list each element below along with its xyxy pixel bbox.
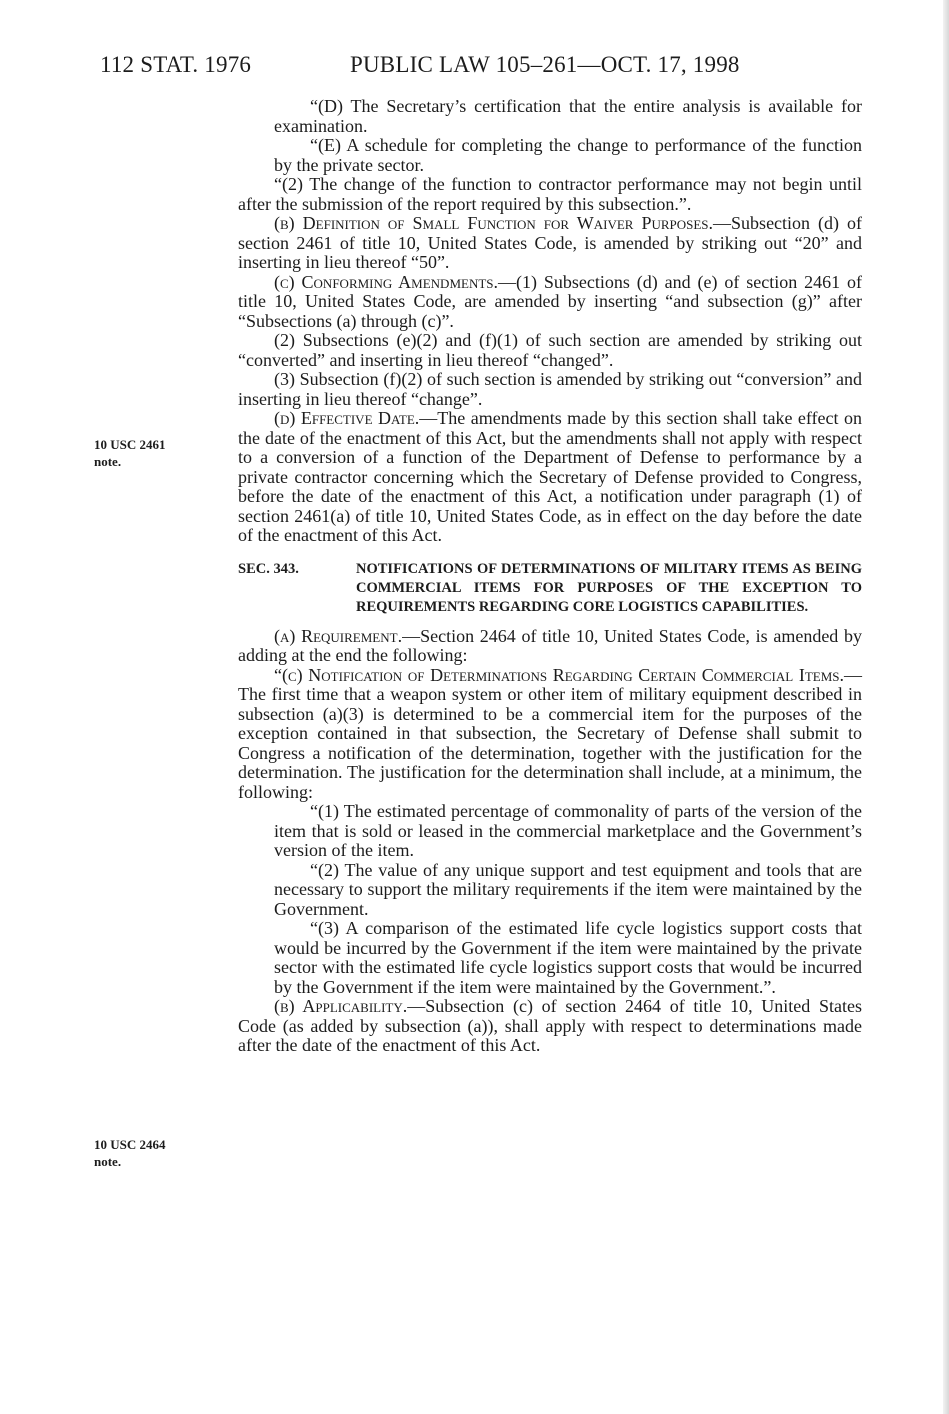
page-edge-shadow [943, 0, 949, 1414]
paragraph-1-estimated: “(1) The estimated percentage of commonality of parts of the version of the item that is sold or leased in the commercial marketplace and the Government’s version of the item. [274, 801, 862, 860]
margin-note-line: note. [94, 454, 122, 469]
paragraph-b-applicability: (b) Applicability.—Subsection (c) of section 2464 of title 10, United States Code (as added by subsection (a)), shall apply with respect to determinations made after the date of the enactment of this Act. [238, 996, 862, 1055]
margin-note-line: note. [94, 1154, 122, 1169]
paragraph-heading: (c) Conforming Amendments. [274, 271, 499, 292]
margin-note-usc-2464 [94, 1136, 214, 1170]
paragraph-b-definition: (b) Definition of Small Function for Waiver Purposes.—Subsection (d) of section 2461 of title 10, United States Code, is amended by striking out “20” and inserting in lieu thereof “50”. [238, 213, 862, 272]
paragraph-text: The amendments made by this section shall take effect on the date of the enactment of this Act, but the amendments shall not apply with respect to a conversion of a function of the Department of Defense to performance by a private contractor concerning which the Secretary of Defense provided to Congress, before the date of the enactment of this Act, a notification under paragraph (1) of section 2461(a) of title 10, United States Code, as in effect on the day before the date of the enactment of this Act. [238, 408, 862, 545]
paragraph-d-certification: “(D) The Secretary’s certification that the entire analysis is available for examination. [274, 96, 862, 136]
paragraph-heading: (b) Applicability. [274, 996, 408, 1016]
paragraph-c3: (3) Subsection (f)(2) of such section is amended by striking out “conversion” and inserting in lieu thereof “change”. [238, 369, 862, 409]
paragraph-e-schedule: “(E) A schedule for completing the change to performance of the function by the private sector. [274, 135, 862, 175]
paragraph-c-conforming: (c) Conforming Amendments.—(1) Subsections (d) and (e) of section 2461 of title 10, United States Code, are amended by inserting “and subsection (g)” after “Subsections (a) through (c)”. [238, 271, 862, 331]
section-heading [238, 560, 862, 617]
paragraph-c2: (2) Subsections (e)(2) and (f)(1) of such section are amended by striking out “converted” and inserting in lieu thereof “changed”. [238, 330, 862, 370]
paragraph-text: (1) Subsections (d) and (e) of section 2461 of title 10, United States Code, are amended by inserting “and subsection (g)” after “Subsections (a) through (c)”. [238, 271, 862, 331]
margin-note-usc-2461 [94, 436, 214, 470]
paragraph-a-requirement: (a) Requirement.—Section 2464 of title 10, United States Code, is amended by adding at the end the following: [238, 625, 863, 665]
section-number: SEC. 343. [238, 560, 299, 577]
paragraph-heading: “(c) Notification of Determinations Regarding Certain Commercial Items. [274, 664, 844, 685]
paragraph-heading: (a) Requirement. [274, 625, 403, 646]
paragraph-3-comparison: “(3) A comparison of the estimated life cycle logistics support costs that would be incurred by the Government if the item were maintained by the private sector with the estimated life cycle logistics support costs that would be incurred by the Government if the item were maintained by the Government.”. [274, 918, 862, 997]
paragraph-text: The first time that a weapon system or other item of military equipment described in subsection (a)(3) is determined to be a commercial item for the purposes of the exception contained in that subsection, the Secretary of Defense shall submit to Congress a notification of the determination, together with the justification for the determination. The justification for the determination shall include, at a minimum, the following: [238, 684, 862, 802]
paragraph-text: Subsection (d) of section 2461 of title 10, United States Code, is amended by striking out “20” and inserting in lieu thereof “50”. [238, 213, 862, 272]
margin-note-line: 10 USC 2461 [94, 437, 166, 452]
paragraph-heading: (d) Effective Date. [274, 408, 420, 428]
paragraph-c-notification: “(c) Notification of Determinations Regarding Certain Commercial Items.—The first time that a weapon system or other item of military equipment described in subsection (a)(3) is determined to be a commercial item for the purposes of the exception contained in that subsection, the Secretary of Defense shall submit to Congress a notification of the determination, together with the justification for the determination. The justification for the determination shall include, at a minimum, the following: [238, 664, 862, 802]
section-title: NOTIFICATIONS OF DETERMINATIONS OF MILITARY ITEMS AS BEING COMMERCIAL ITEMS FOR PURPOSES OF THE EXCEPTION TO REQUIREMENTS REGARDING CORE LOGISTICS CAPABILITIES. [356, 560, 862, 615]
law-title: PUBLIC LAW 105–261—OCT. 17, 1998 [350, 52, 740, 77]
paragraph-2-value: “(2) The value of any unique support and test equipment and tools that are necessary to support the military requirements if the item were maintained by the Government. [274, 859, 862, 919]
margin-note-line: 10 USC 2464 [94, 1137, 166, 1152]
page-number: 112 STAT. 1976 [100, 52, 252, 77]
paragraph-text: Subsection (c) of section 2464 of title 10, United States Code (as added by subsection (a)), shall apply with respect to determinations made after the date of the enactment of this Act. [238, 996, 862, 1055]
paragraph-d-effective-date: (d) Effective Date.—The amendments made by this section shall take effect on the date of the enactment of this Act, but the amendments shall not apply with respect to a conversion of a function of the Department of Defense to performance by a private contractor concerning which the Secretary of Defense provided to Congress, before the date of the enactment of this Act, a notification under paragraph (1) of section 2461(a) of title 10, United States Code, as in effect on the day before the date of the enactment of this Act. [238, 408, 862, 545]
paragraph-2-change: “(2) The change of the function to contractor performance may not begin until after the submission of the report required by this subsection.”. [238, 174, 862, 214]
paragraph-heading: (b) Definition of Small Function for Waiver Purposes. [274, 213, 714, 233]
document-body [238, 97, 862, 1056]
paragraph-text: Section 2464 of title 10, United States Code, is amended by adding at the end the following: [238, 625, 863, 665]
